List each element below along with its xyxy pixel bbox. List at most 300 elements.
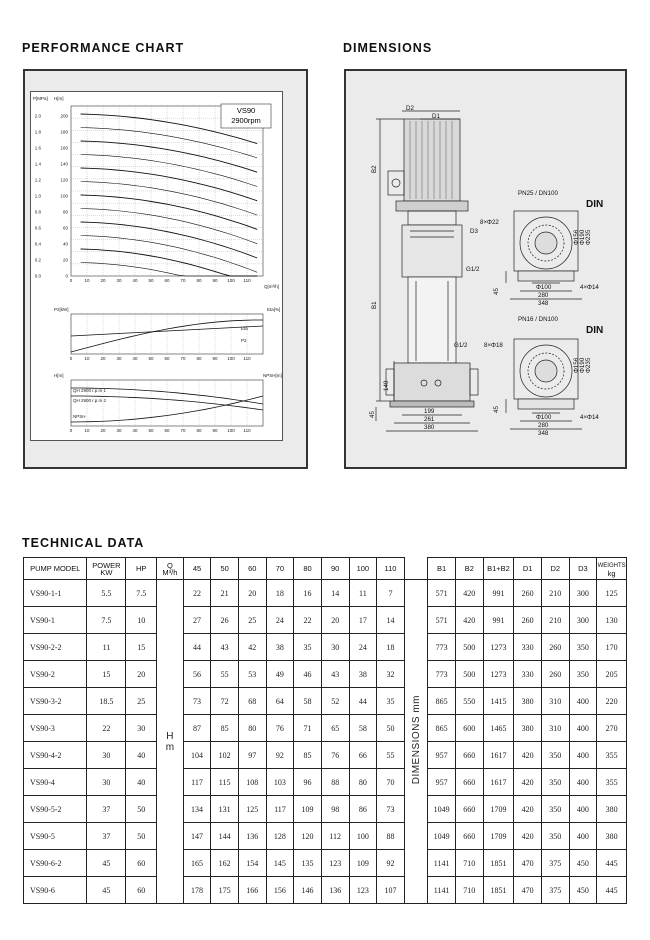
cell-power-kw: 18.5 [87,688,126,715]
x-tick-label: 10 [84,428,90,433]
cell-dimension: 470 [514,850,542,877]
cell-weight: 170 [597,634,627,661]
cell-dimension: 260 [514,607,542,634]
cell-head: 109 [294,796,322,823]
cell-dimension: 660 [455,796,483,823]
power-efficiency-plot [70,314,263,361]
cell-head: 14 [321,580,349,607]
cell-head: 44 [183,634,211,661]
cell-dimension: 773 [428,634,456,661]
qh-curve-2-label: QH 2900 r.p.m 2 [73,398,107,403]
cell-dimension: 1851 [483,850,514,877]
cell-head: 55 [211,661,239,688]
cell-dimension: 420 [514,742,542,769]
cell-model: VS90-5-2 [24,796,87,823]
cell-dimension: 470 [514,877,542,904]
dim-d3: D3 [470,228,478,235]
cell-head: 115 [211,769,239,796]
base-plate [390,401,474,407]
pump-base [394,363,470,401]
cell-head: 134 [183,796,211,823]
x-tick-label: 100 [227,356,235,361]
x-tick-label: 60 [164,356,170,361]
cell-dimension: 350 [541,796,569,823]
y-tick-label: 0 [65,273,68,279]
cell-weight: 355 [597,742,627,769]
cell-hp: 30 [126,715,157,742]
table-header-row [24,558,627,580]
dim-phi100-top: Φ100 [536,284,552,291]
cell-dimension: 1141 [428,877,456,904]
cell-weight: 130 [597,607,627,634]
flange-rating-top: PN25 / DN100 [518,190,558,197]
x-tick-label: 100 [227,428,235,433]
dimensions-mm-label: DIMENSIONS mm [410,695,422,785]
y-tick-label: 140 [60,161,68,167]
model-name: VS90 [236,106,256,115]
performance-chart [30,91,283,441]
header-flow-70: 70 [266,558,294,580]
cell-model: VS90-4 [24,769,87,796]
pressure-tick-label: 1.8 [34,129,41,135]
cell-hp: 25 [126,688,157,715]
head-curve [81,155,258,187]
flange-top-foot [518,271,574,281]
pressure-tick-label: 0.2 [34,257,41,263]
cell-dimension: 420 [455,580,483,607]
header-power-unit: KW [100,567,113,577]
cell-power-kw: 30 [87,742,126,769]
performance-chart-svg [31,92,284,442]
x-tick-label: 10 [84,356,90,361]
cell-weight: 355 [597,769,627,796]
cell-hp: 20 [126,661,157,688]
header-gap [404,558,428,580]
cell-dimension: 310 [541,688,569,715]
dim-phi190-top: Φ190 [579,229,586,245]
cell-dimension: 400 [569,823,597,850]
cell-head: 103 [266,769,294,796]
cell-dimension: 571 [428,580,456,607]
cell-weight: 220 [597,688,627,715]
x-tick-label: 40 [132,356,138,361]
cell-weight: 380 [597,796,627,823]
cell-head: 17 [349,607,377,634]
x-tick-label: 40 [132,278,138,283]
cell-head: 22 [294,607,322,634]
cell-dimension: 420 [514,796,542,823]
cell-head: 97 [238,742,266,769]
cell-head: 16 [294,580,322,607]
cell-head: 76 [321,742,349,769]
cell-weight: 125 [597,580,627,607]
header-weight [597,558,627,580]
head-label-cell [157,580,184,904]
cell-dimension: 991 [483,580,514,607]
flange-rating-bottom: PN16 / DN100 [518,316,558,323]
cell-dimension: 260 [541,661,569,688]
cell-model: VS90-3 [24,715,87,742]
header-weight-label: WEIGHTS [597,562,626,569]
cell-hp: 50 [126,796,157,823]
cell-dimension: 500 [455,634,483,661]
x-tick-label: 20 [100,428,106,433]
cell-power-kw: 5.5 [87,580,126,607]
x-tick-label: 60 [164,428,170,433]
cell-head: 147 [183,823,211,850]
header-dim-d1: D1 [514,558,542,580]
head-curves-plot [35,106,263,283]
cell-power-kw: 37 [87,823,126,850]
cell-head: 102 [211,742,239,769]
cell-head: 56 [183,661,211,688]
cell-dimension: 450 [569,850,597,877]
cell-dimension: 300 [569,607,597,634]
header-flow-45: 45 [183,558,211,580]
cell-dimension: 380 [514,715,542,742]
terminal-box-gland [392,179,400,187]
x-tick-label: 50 [148,278,154,283]
cell-dimension: 550 [455,688,483,715]
pressure-tick-label: 0.0 [34,273,41,279]
cell-head: 24 [266,607,294,634]
x-tick-label: 50 [148,356,154,361]
cell-dimension: 300 [569,580,597,607]
head-curve [81,141,258,172]
header-dim-d3: D3 [569,558,597,580]
head-label: H [166,730,174,742]
dim-348-bottom: 348 [538,430,549,437]
header-flow-90: 90 [321,558,349,580]
cell-head: 154 [238,850,266,877]
cell-head: 85 [211,715,239,742]
performance-chart-heading: PERFORMANCE CHART [22,41,185,55]
table-row [24,769,627,796]
flange-top-bore [535,232,557,254]
y-tick-label: 60 [62,225,68,231]
cell-dimension: 400 [569,742,597,769]
y-tick-label: 160 [60,145,68,151]
performance-chart-panel [23,69,308,469]
cell-dimension: 350 [569,661,597,688]
cell-head: 100 [349,823,377,850]
x-tick-label: 70 [180,428,186,433]
cell-dimension: 710 [455,850,483,877]
header-hp: HP [126,558,157,580]
dim-b2: B2 [371,165,378,173]
y-tick-label: 100 [60,193,68,199]
x-tick-label: 30 [116,428,122,433]
cell-power-kw: 7.5 [87,607,126,634]
header-dim-d2: D2 [541,558,569,580]
cell-head: 30 [321,634,349,661]
dim-phi156-top: Φ156 [573,229,580,245]
cell-head: 88 [321,769,349,796]
cell-weight: 205 [597,661,627,688]
dim-b1: B1 [371,301,378,309]
cell-head: 146 [294,877,322,904]
dim-phi235-bottom: Φ235 [585,357,592,373]
cell-head: 52 [321,688,349,715]
x-tick-label: 60 [164,278,170,283]
qh-curve-1-label: QH 2900 r.p.m 1 [73,388,107,393]
x-tick-label: 30 [116,278,122,283]
cell-dimension: 350 [541,742,569,769]
table-row [24,796,627,823]
cell-head: 144 [211,823,239,850]
cell-head: 80 [238,715,266,742]
cell-head: 92 [377,850,405,877]
x-tick-label: 90 [212,356,218,361]
cell-head: 162 [211,850,239,877]
x-tick-label: 80 [196,278,202,283]
cell-dimension: 1617 [483,769,514,796]
cell-head: 46 [294,661,322,688]
flange-bottom-foot [518,399,574,409]
cell-head: 145 [266,850,294,877]
cell-head: 21 [211,580,239,607]
x-tick-label: 90 [212,428,218,433]
head-curve [81,209,258,244]
head-curve [81,128,258,158]
cell-head: 32 [377,661,405,688]
dim-280-bottom: 280 [538,422,549,429]
p2-curve-label: P2 [241,338,247,343]
cell-hp: 60 [126,850,157,877]
cell-head: 136 [321,877,349,904]
header-dim-b1plusb2: B1+B2 [483,558,514,580]
cell-hp: 15 [126,634,157,661]
cell-dimension: 350 [541,769,569,796]
cell-dimension: 1851 [483,877,514,904]
technical-data-table [23,557,627,904]
cell-head: 107 [377,877,405,904]
x-tick-label: 80 [196,428,202,433]
cell-dimension: 1049 [428,796,456,823]
cell-head: 43 [321,661,349,688]
dim-phi190-bottom: Φ190 [579,357,586,373]
cell-dimension: 571 [428,607,456,634]
cell-head: 73 [377,796,405,823]
cell-weight: 380 [597,823,627,850]
technical-data-heading: TECHNICAL DATA [22,536,145,550]
cell-dimension: 420 [455,607,483,634]
x-tick-label: 30 [116,356,122,361]
cell-head: 14 [377,607,405,634]
cell-head: 18 [377,634,405,661]
cell-model: VS90-2-2 [24,634,87,661]
table-row [24,580,627,607]
cell-dimension: 260 [541,634,569,661]
header-flow-80: 80 [294,558,322,580]
pump-sleeve [408,277,456,363]
cell-head: 88 [377,823,405,850]
cell-weight: 445 [597,877,627,904]
header-pump-model: PUMP MODEL [24,558,87,580]
cell-head: 11 [349,580,377,607]
cell-dimension: 957 [428,769,456,796]
cell-head: 112 [321,823,349,850]
eta-curve-label: Eta [241,326,248,331]
cell-power-kw: 15 [87,661,126,688]
y-tick-label: 20 [62,257,68,263]
npsh-h-axis-label: H[m] [54,373,64,378]
cell-dimension: 330 [514,661,542,688]
pressure-tick-label: 1.2 [34,177,41,183]
dim-d2: D2 [406,105,414,112]
bolt-holes-bottom: 8×Φ18 [484,342,503,349]
cell-dimension: 1273 [483,661,514,688]
din-label-bottom: DIN [586,325,604,336]
dim-380: 380 [424,424,435,431]
cell-head: 87 [183,715,211,742]
cell-head: 98 [321,796,349,823]
dim-phi235-top: Φ235 [585,229,592,245]
cell-model: VS90-3-2 [24,688,87,715]
cell-dimension: 865 [428,715,456,742]
cell-dimension: 957 [428,742,456,769]
cell-dimension: 375 [541,877,569,904]
bolt-holes-top: 8×Φ22 [480,219,499,226]
eta-axis-label: Eta[%] [267,307,281,312]
cell-head: 35 [294,634,322,661]
pressure-tick-label: 1.4 [34,161,41,167]
cell-head: 58 [294,688,322,715]
head-curve [81,263,258,277]
table-row [24,742,627,769]
dim-348-top: 348 [538,300,549,307]
header-q-unit: M³/h [162,567,178,577]
cell-head: 131 [211,796,239,823]
x-tick-label: 40 [132,428,138,433]
p2-axis-label: P2[kW] [54,307,69,312]
motor-body [404,119,460,201]
cell-head: 58 [349,715,377,742]
cell-dimension: 375 [541,850,569,877]
cell-head: 123 [349,877,377,904]
y-tick-label: 120 [60,177,68,183]
cell-head: 26 [211,607,239,634]
table-row [24,688,627,715]
flow-axis-label: Q[m³/h] [264,284,280,289]
x-tick-label: 70 [180,356,186,361]
cell-head: 66 [349,742,377,769]
pressure-tick-label: 2.0 [34,113,41,119]
terminal-box [388,171,404,195]
cell-head: 64 [266,688,294,715]
cell-dimension: 991 [483,607,514,634]
cell-head: 109 [349,850,377,877]
cell-power-kw: 45 [87,877,126,904]
cell-head: 73 [183,688,211,715]
cell-hp: 10 [126,607,157,634]
cell-dimension: 450 [569,877,597,904]
cell-hp: 40 [126,769,157,796]
cell-dimension: 600 [455,715,483,742]
cell-head: 7 [377,580,405,607]
cell-head: 80 [349,769,377,796]
cell-head: 71 [294,715,322,742]
cell-head: 35 [377,688,405,715]
cell-head: 42 [238,634,266,661]
cell-dimension: 210 [541,580,569,607]
motor-stool [396,201,468,211]
cell-head: 50 [377,715,405,742]
x-tick-label: 90 [212,278,218,283]
cell-head: 43 [211,634,239,661]
cell-dimension: 1465 [483,715,514,742]
x-tick-label: 110 [243,356,251,361]
cell-head: 27 [183,607,211,634]
cell-dimension: 660 [455,823,483,850]
cell-head: 38 [349,661,377,688]
cell-head: 175 [211,877,239,904]
cell-head: 96 [294,769,322,796]
x-tick-label: 20 [100,278,106,283]
header-power-label: POWER [92,560,121,570]
y-tick-label: 180 [60,129,68,135]
header-dim-b1: B1 [428,558,456,580]
table-row [24,715,627,742]
cell-head: 72 [211,688,239,715]
cell-head: 24 [349,634,377,661]
x-tick-label: 0 [69,278,73,283]
cell-model: VS90-1 [24,607,87,634]
cell-model: VS90-5 [24,823,87,850]
cell-head: 20 [238,580,266,607]
y-tick-label: 80 [62,209,68,215]
cell-head: 44 [349,688,377,715]
dim-phi100-bottom: Φ100 [536,414,552,421]
cell-dimension: 1709 [483,796,514,823]
cell-head: 136 [238,823,266,850]
dimensions-panel [344,69,627,469]
cell-head: 117 [183,769,211,796]
cell-dimension: 210 [541,607,569,634]
table-row [24,877,627,904]
header-dim-b2: B2 [455,558,483,580]
header-flow-60: 60 [238,558,266,580]
cell-dimension: 1415 [483,688,514,715]
cell-model: VS90-6 [24,877,87,904]
cell-dimension: 420 [514,823,542,850]
cell-dimension: 350 [569,634,597,661]
cell-model: VS90-4-2 [24,742,87,769]
table-row [24,634,627,661]
dim-261: 261 [424,416,435,423]
dimensions-label-cell [404,580,428,904]
cell-dimension: 710 [455,877,483,904]
y-tick-label: 40 [62,241,68,247]
cell-head: 25 [238,607,266,634]
cell-dimension: 330 [514,634,542,661]
dim-g12-bottom: G1/2 [454,342,468,349]
dim-g12-top: G1/2 [466,266,480,273]
cell-dimension: 660 [455,769,483,796]
flange-bottom-bore [535,360,557,382]
x-tick-label: 110 [243,278,251,283]
x-tick-label: 0 [69,428,73,433]
cell-head: 108 [238,769,266,796]
dimensions-drawing [346,71,625,467]
cell-dimension: 400 [569,688,597,715]
cell-head: 104 [183,742,211,769]
cell-model: VS90-1-1 [24,580,87,607]
head-curve [81,195,258,229]
npsh-axis-label: NPSH[m] [263,373,282,378]
cell-head: 166 [238,877,266,904]
cell-head: 68 [238,688,266,715]
